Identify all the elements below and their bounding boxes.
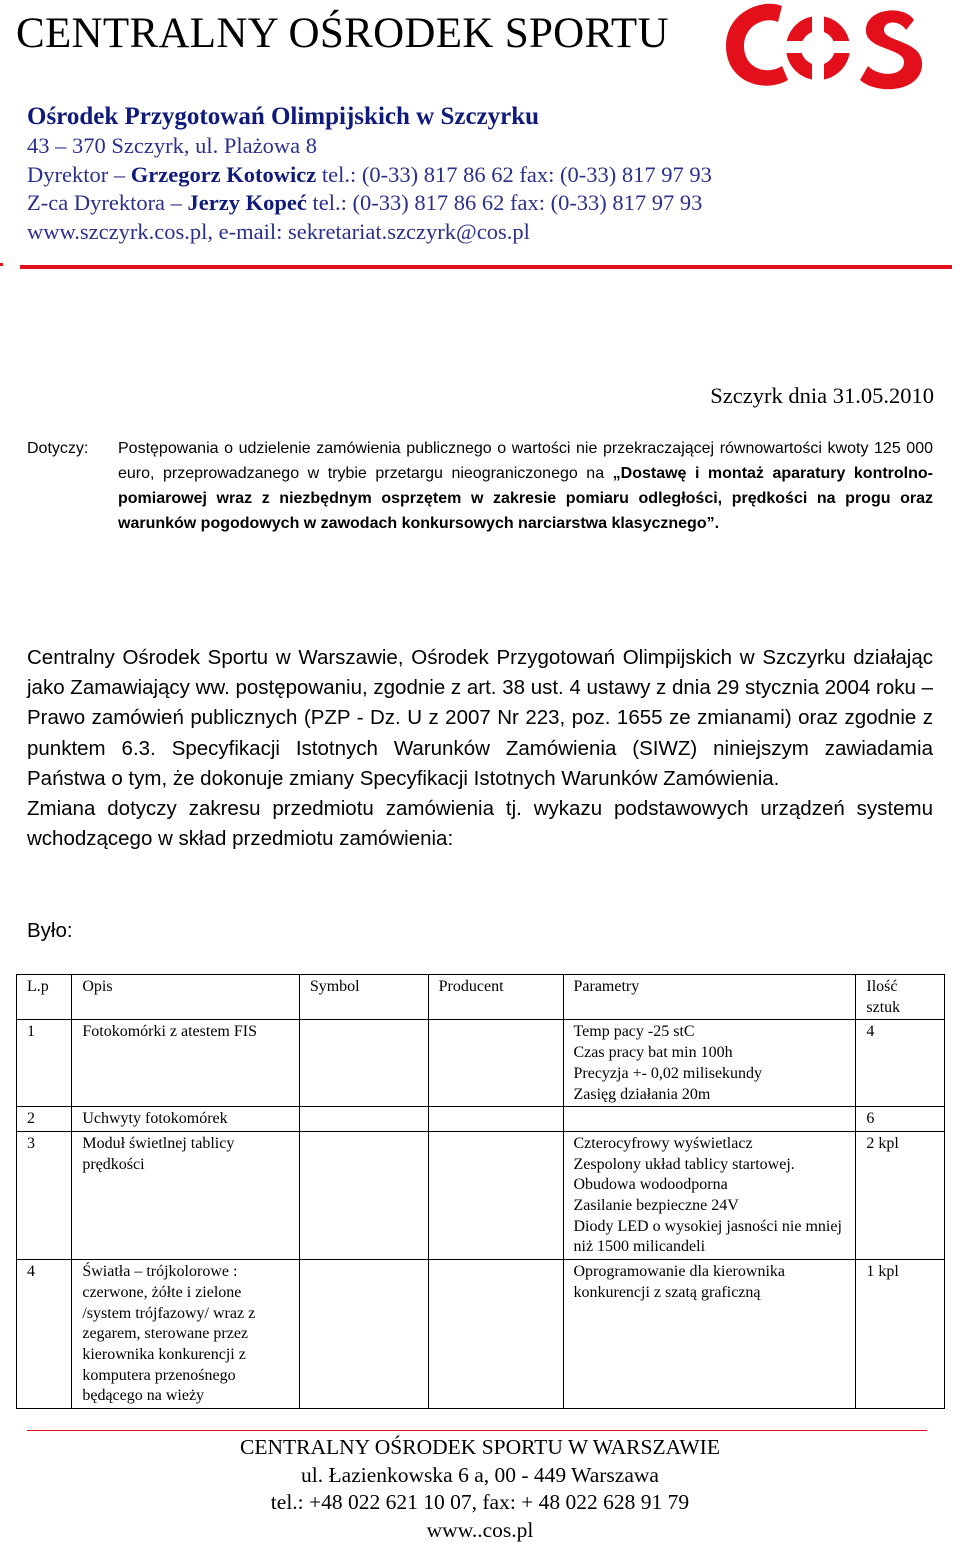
cell-parametry xyxy=(563,1131,856,1259)
table-row xyxy=(17,1107,945,1132)
column-header-ilosc-line2: sztuk xyxy=(866,998,901,1016)
cos-logo-icon xyxy=(718,0,932,100)
body-paragraph: Zmiana dotyczy zakresu przedmiotu zamówienia tj. wykazu podstawowych urządzeń systemu wchodzącego w skład przedmiotu zamówienia: xyxy=(27,797,933,851)
cell-symbol xyxy=(299,1260,428,1409)
parameter-line: Temp pacy -25 stC xyxy=(573,1023,695,1041)
cell-symbol xyxy=(299,1131,428,1259)
footer xyxy=(0,1434,960,1545)
parameter-line: Czterocyfrowy wyświetlacz xyxy=(573,1134,753,1152)
column-header-symbol: Symbol xyxy=(299,975,428,1020)
subject-label: Dotyczy: xyxy=(27,440,89,457)
facility-header xyxy=(27,102,712,246)
footer-org-name: CENTRALNY OŚRODEK SPORTU W WARSZAWIE xyxy=(240,1435,720,1459)
subject-text-regular: Postępowania o udzielenie zamówienia publicznego o wartości nie przekraczającej równowartości kwoty 125 000 euro, przeprowadzanego w trybie przetargu nieograniczonego na xyxy=(118,440,933,482)
subject-text xyxy=(118,436,933,536)
organization-title: CENTRALNY OŚRODEK SPORTU xyxy=(16,10,669,57)
facility-name: Ośrodek Przygotowań Olimpijskich w Szczyrku xyxy=(27,103,540,130)
director-label: Dyrektor – xyxy=(27,161,131,187)
cell-opis: Uchwyty fotokomórek xyxy=(72,1107,299,1132)
was-label: Było: xyxy=(27,919,73,942)
cell-parametry xyxy=(563,1107,856,1132)
subject-block xyxy=(27,436,933,536)
cell-ilosc: 1 kpl xyxy=(856,1260,945,1409)
footer-phone-fax: tel.: +48 022 621 10 07, fax: + 48 022 628 91 79 xyxy=(270,1490,690,1515)
table-row xyxy=(17,1020,945,1107)
cell-producent xyxy=(428,1131,563,1259)
parameter-line: Zasilanie bezpieczne 24V xyxy=(573,1197,739,1215)
footer-website: www..cos.pl xyxy=(426,1518,534,1543)
parameter-line: Czas pracy bat min 100h xyxy=(573,1044,733,1062)
director-contact: tel.: (0-33) 817 86 62 fax: (0-33) 817 97 93 xyxy=(316,161,712,187)
equipment-table xyxy=(16,974,945,1409)
table-row xyxy=(17,1131,945,1259)
deputy-contact: tel.: (0-33) 817 86 62 fax: (0-33) 817 97 93 xyxy=(306,190,703,215)
column-header-ilosc xyxy=(856,975,945,1020)
cell-ilosc: 6 xyxy=(856,1107,945,1132)
parameter-line: Zespolony układ tablicy startowej. xyxy=(573,1155,795,1173)
parameter-line: Obudowa wodoodporna xyxy=(573,1176,728,1194)
cell-opis: Moduł świetlnej tablicy prędkości xyxy=(72,1131,299,1259)
cell-opis: Fotokomórki z atestem FIS xyxy=(72,1020,299,1107)
cell-producent xyxy=(428,1020,563,1107)
table-header-row xyxy=(17,975,945,1020)
cell-symbol xyxy=(299,1107,428,1132)
column-header-opis: Opis xyxy=(72,975,299,1020)
facility-address: 43 – 370 Szczyrk, ul. Plażowa 8 xyxy=(27,133,317,158)
director-name: Grzegorz Kotowicz xyxy=(130,161,317,187)
cell-lp: 3 xyxy=(17,1131,72,1259)
body-paragraph: Centralny Ośrodek Sportu w Warszawie, Ośrodek Przygotowań Olimpijskich w Szczyrku działając jako Zamawiający ww. postępowaniu, zgodnie z art. 38 ust. 4 ustawy z dnia 29 stycznia 2004 roku – Prawo zamówień publicznych (PZP - Dz. U z 2007 Nr 223, poz. 1655 ze zmianami) oraz zgodnie z punktem 6.3. Specyfikacji Istotnych Warunków Zamówienia (SIWZ) niniejszym zawiadamia Państwa o tym, że dokonuje zmiany Specyfikacji Istotnych Warunków Zamówienia. xyxy=(27,646,933,790)
cos-logo xyxy=(718,0,932,100)
director-line xyxy=(27,161,712,190)
parameter-line: Zasięg działania 20m xyxy=(573,1085,711,1103)
column-header-parametry: Parametry xyxy=(563,975,856,1020)
column-header-producent: Producent xyxy=(428,975,563,1020)
header-divider xyxy=(20,265,952,269)
cell-symbol xyxy=(299,1020,428,1107)
body-text xyxy=(27,643,933,854)
subject-text-bold: „Dostawę i montaż aparatury kontrolno-pomiarowej wraz z niezbędnym osprzętem w zakresie pomiaru odległości, prędkości na progu oraz warunków pogodowych w zawodach konkursowych narciarstwa klasycznego”. xyxy=(118,465,933,532)
table-row xyxy=(17,1260,945,1409)
footer-address: ul. Łazienkowska 6 a, 00 - 449 Warszawa xyxy=(301,1462,659,1487)
cell-lp: 1 xyxy=(17,1020,72,1107)
cell-parametry xyxy=(563,1020,856,1107)
cell-lp: 4 xyxy=(17,1260,72,1409)
footer-divider xyxy=(27,1430,927,1431)
cell-lp: 2 xyxy=(17,1107,72,1132)
cell-opis: Światła – trójkolorowe : czerwone, żółte i zielone /system trójfazowy/ wraz z zegarem, sterowane przez kierownika konkurencji z komputera przenośnego będącego na wieży xyxy=(72,1260,299,1409)
parameter-line: Oprogramowanie dla kierownika konkurencji z szatą graficzną xyxy=(573,1263,785,1301)
deputy-name: Jerzy Kopeć xyxy=(187,190,307,215)
cell-ilosc: 4 xyxy=(856,1020,945,1107)
column-header-lp: L.p xyxy=(17,975,72,1020)
deputy-director-line xyxy=(27,189,712,218)
letter-date: Szczyrk dnia 31.05.2010 xyxy=(710,383,934,408)
web-email-line: www.szczyrk.cos.pl, e-mail: sekretariat.szczyrk@cos.pl xyxy=(27,218,530,244)
cell-parametry xyxy=(563,1260,856,1409)
deputy-label: Z-ca Dyrektora – xyxy=(27,190,188,215)
cell-producent xyxy=(428,1107,563,1132)
cell-ilosc: 2 kpl xyxy=(856,1131,945,1259)
header-divider-dot xyxy=(0,263,3,266)
column-header-ilosc-line1: Ilość xyxy=(866,978,898,995)
cell-producent xyxy=(428,1260,563,1409)
parameter-line: Diody LED o wysokiej jasności nie mniej niż 1500 milicandeli xyxy=(573,1217,842,1256)
parameter-line: Precyzja +- 0,02 milisekundy xyxy=(573,1064,763,1082)
